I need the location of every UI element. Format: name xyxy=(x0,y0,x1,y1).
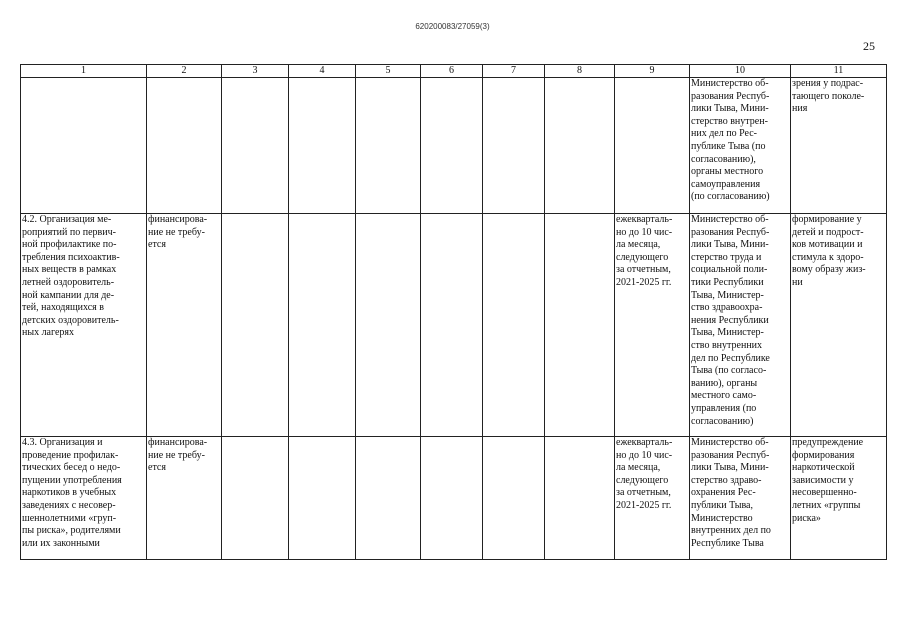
empty-cell xyxy=(545,437,615,560)
result-cell: зрения у подрас- тающего поколе- ния xyxy=(791,78,887,214)
empty-cell xyxy=(222,437,289,560)
measure-cell xyxy=(21,78,147,214)
responsible-cell: Министерство об- разования Респуб- лики Тыва, Мини- стерство труда и социальной поли- тики Республики Тыва, Министер- ство здравоохра- нения Республики Тыва, Министер- ство внутренних дел по Республике Тыва (по согласо- ванию), органы местного само- управления (по согласованию) xyxy=(690,214,791,437)
measure-cell: 4.2. Организация ме- роприятий по первич- ной профилактике по- требления психоактив- ных веществ в рамках летней оздоровитель- ной кампании для де- тей, находящихся в детских оздоровитель- ных лагерях xyxy=(21,214,147,437)
measure-cell: 4.3. Организация и проведение профилак- тических бесед о недо- пущении употребления наркотиков в учебных заведениях с несовер- шеннолетними «груп- пы риска», родителями или их законными xyxy=(21,437,147,560)
empty-cell xyxy=(545,214,615,437)
responsible-cell: Министерство об- разования Респуб- лики Тыва, Мини- стерство внутрен- них дел по Рес- публике Тыва (по согласованию), органы местного самоуправления (по согласованию) xyxy=(690,78,791,214)
column-header: 9 xyxy=(615,65,690,78)
empty-cell xyxy=(483,437,545,560)
financing-cell: финансирова- ние не требу- ется xyxy=(147,214,222,437)
deadline-cell: ежекварталь- но до 10 чис- ла месяца, следующего за отчетным, 2021-2025 гг. xyxy=(615,437,690,560)
column-header: 11 xyxy=(791,65,887,78)
empty-cell xyxy=(289,214,356,437)
column-header: 7 xyxy=(483,65,545,78)
empty-cell xyxy=(483,214,545,437)
column-header: 3 xyxy=(222,65,289,78)
page-number: 25 xyxy=(863,39,875,53)
empty-cell xyxy=(421,437,483,560)
empty-cell xyxy=(289,437,356,560)
empty-cell xyxy=(222,78,289,214)
empty-cell xyxy=(421,214,483,437)
empty-cell xyxy=(356,214,421,437)
empty-cell xyxy=(356,78,421,214)
empty-cell xyxy=(483,78,545,214)
empty-cell xyxy=(289,78,356,214)
column-header: 1 xyxy=(21,65,147,78)
financing-cell: финансирова- ние не требу- ется xyxy=(147,437,222,560)
responsible-cell: Министерство об- разования Респуб- лики Тыва, Мини- стерство здраво- охранения Рес- публики Тыва, Министерство внутренних дел по Республике Тыва xyxy=(690,437,791,560)
column-header: 4 xyxy=(289,65,356,78)
table-row xyxy=(21,214,887,437)
deadline-cell xyxy=(615,78,690,214)
document-code: 620200083/27059(3) xyxy=(415,22,490,31)
empty-cell xyxy=(222,214,289,437)
result-cell: предупреждение формирования наркотической зависимости у несовершенно- летних «группы риска» xyxy=(791,437,887,560)
table-row xyxy=(21,78,887,214)
deadline-cell: ежекварталь- но до 10 чис- ла месяца, следующего за отчетным, 2021-2025 гг. xyxy=(615,214,690,437)
financing-cell xyxy=(147,78,222,214)
result-cell: формирование у детей и подрост- ков мотивации и стимула к здоро- вому образу жиз- ни xyxy=(791,214,887,437)
column-header: 10 xyxy=(690,65,791,78)
column-header: 8 xyxy=(545,65,615,78)
empty-cell xyxy=(545,78,615,214)
table-row xyxy=(21,437,887,560)
table-header-row xyxy=(21,65,887,78)
column-header: 6 xyxy=(421,65,483,78)
empty-cell xyxy=(356,437,421,560)
plan-table xyxy=(20,64,887,560)
empty-cell xyxy=(421,78,483,214)
column-header: 2 xyxy=(147,65,222,78)
column-header: 5 xyxy=(356,65,421,78)
